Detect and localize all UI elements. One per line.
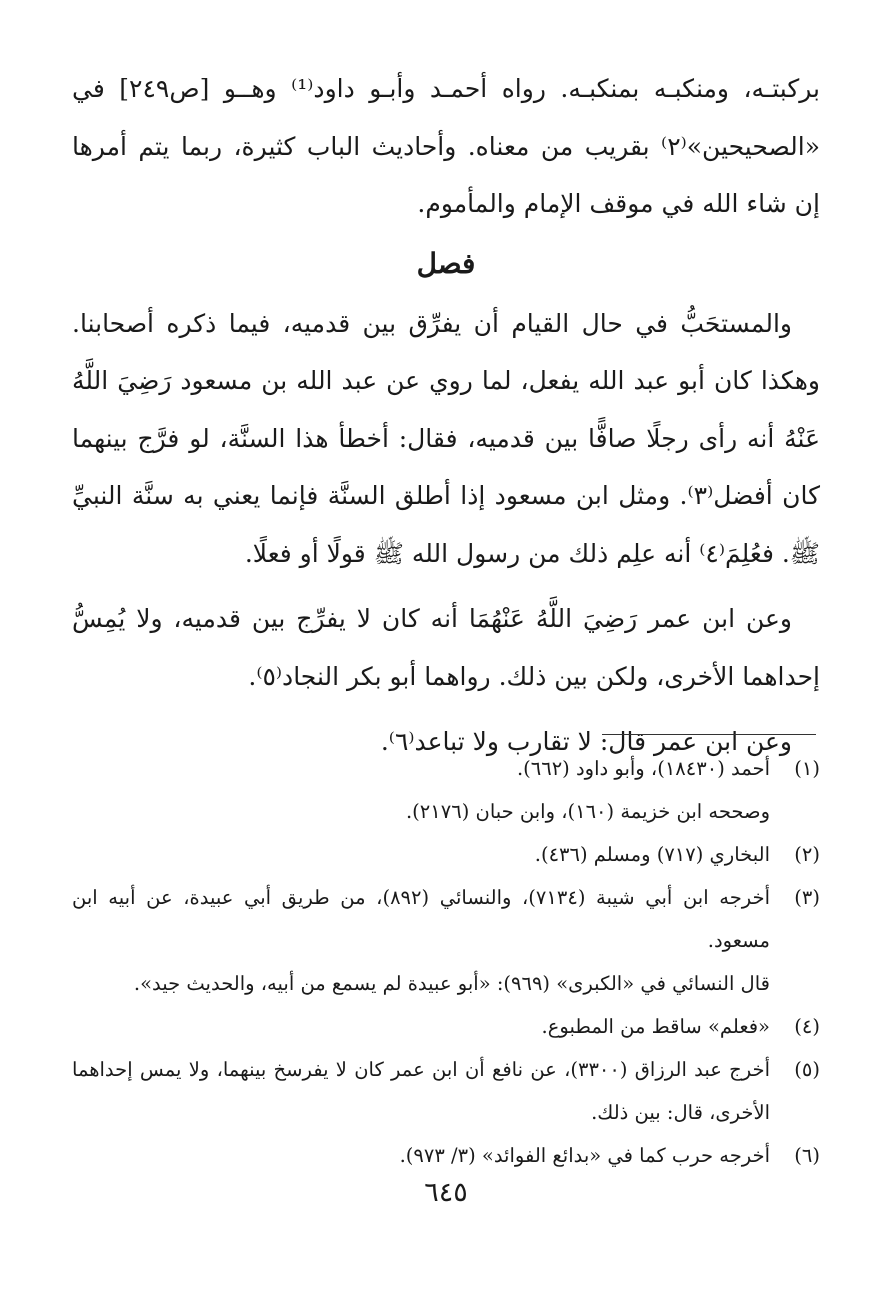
footnote-text: «فعلم» ساقط من المطبوع. [541, 1015, 770, 1038]
footnote-separator [602, 734, 816, 735]
footnote-text: أخرجه ابن أبي شيبة (٧١٣٤)، والنسائي (٨٩٢)، من طريق أبي عبيدة، عن أبيه ابن مسعود. [72, 886, 770, 952]
footnote-6 [72, 1134, 820, 1177]
footnotes [72, 747, 820, 1177]
footnote-1 [72, 747, 820, 790]
footnote-number: (٦) [794, 1144, 820, 1167]
footnote-5 [72, 1048, 820, 1134]
footnote-number: (٤) [794, 1015, 820, 1038]
footnote-1-continuation: وصححه ابن خزيمة (١٦٠)، وابن حبان (٢١٧٦). [405, 800, 770, 823]
paragraph-1: بركبتـه، ومنكبـه بمنكبـه. رواه أحمـد وأبـو داود⁽¹⁾ وهــو [ص٢٤٩] في «الصحيحين»⁽٢⁾ بقريب من معناه. وأحاديث الباب كثيرة، ربما يتم أمرها إن شاء الله في موقف الإمام والمأموم. [72, 74, 820, 218]
footnote-number: (٣) [794, 886, 820, 909]
footnote-2 [72, 833, 820, 876]
footnote-text: أخرجه حرب كما في «بدائع الفوائد» (٣/ ٩٧٣). [399, 1144, 770, 1167]
paragraph-3: وعن ابن عمر رَضِيَ اللَّهُ عَنْهُمَا أنه كان لا يفرِّج بين قدميه، ولا يُمِسُّ إحداهما الأخرى، ولكن بين ذلك. رواهما أبو بكر النجاد⁽٥⁾. [72, 604, 820, 691]
footnote-text: البخاري (٧١٧) ومسلم (٤٣٦). [534, 843, 770, 866]
section-heading: فصل [416, 246, 476, 280]
footnote-4 [72, 1005, 820, 1048]
footnote-number: (٢) [794, 843, 820, 866]
paragraph-4: وعن ابن عمر قال: لا تقارب ولا تباعد⁽٦⁾. [380, 727, 792, 756]
page-number: ٦٤٥ [424, 1177, 468, 1208]
footnote-text: أحمد (١٨٤٣٠)، وأبو داود (٦٦٢). [516, 757, 770, 780]
main-text [72, 60, 820, 771]
footnote-3 [72, 876, 820, 962]
footnote-text: أخرج عبد الرزاق (٣٣٠٠)، عن نافع أن ابن عمر كان لا يفرسخ بينهما، ولا يمس إحداهما الأخرى، قال: بين ذلك. [72, 1058, 770, 1124]
paragraph-2: والمستحَبُّ في حال القيام أن يفرِّق بين قدميه، فيما ذكره أصحابنا. وهكذا كان أبو عبد الله يفعل، لما روي عن عبد الله بن مسعود رَضِيَ اللَّهُ عَنْهُ أنه رأى رجلًا صافًّا بين قدميه، فقال: أخطأ هذا السنَّة، لو فرَّج بينهما كان أفضل⁽٣⁾. ومثل ابن مسعود إذا أطلق السنَّة فإنما يعني به سنَّة النبيِّ ﷺ. فعُلِمَ⁽٤⁾ أنه علِم ذلك من رسول الله ﷺ قولًا أو فعلًا. [72, 308, 820, 568]
footnote-3-continuation: قال النسائي في «الكبرى» (٩٦٩): «أبو عبيدة لم يسمع من أبيه، والحديث جيد». [133, 972, 770, 995]
footnote-number: (١) [794, 757, 820, 780]
footnote-number: (٥) [794, 1058, 820, 1081]
